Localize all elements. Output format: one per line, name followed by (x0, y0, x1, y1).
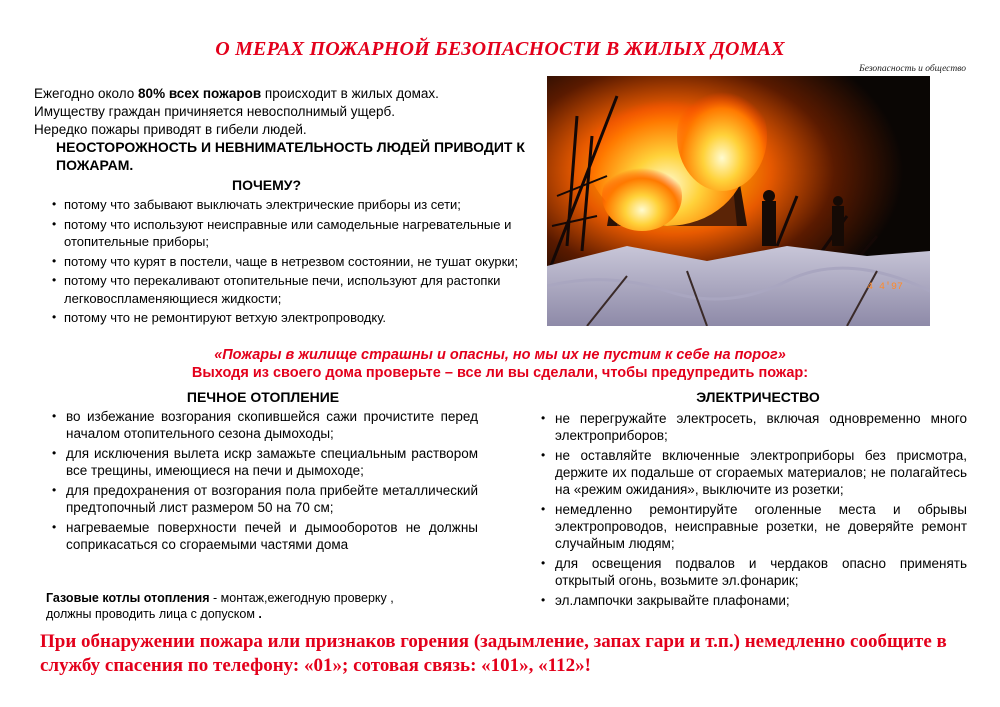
bullet-icon: • (52, 310, 57, 324)
reason-item (52, 216, 542, 251)
electric-item-text: немедленно ремонтируйте оголенные места и обрывы электропроводов, неисправные розетки, не доверяйте ремонт случайным людям; (555, 502, 967, 551)
gas-line-1 (46, 590, 506, 606)
electric-item (541, 447, 967, 498)
bullet-icon: • (52, 446, 57, 460)
electric-list (541, 410, 967, 612)
electric-item (541, 555, 967, 589)
check-line: Выходя из своего дома проверьте – все ли вы сделали, чтобы предупредить пожар: (191, 365, 809, 381)
electric-item (541, 501, 967, 552)
bullet-icon: • (541, 556, 546, 570)
bullet-icon: • (52, 216, 57, 231)
stove-item (52, 519, 478, 553)
intro-line-2: Имуществу граждан причиняется невосполнимый ущерб. (34, 104, 395, 119)
reason-text: потому что не ремонтируют ветхую электропроводку. (64, 310, 387, 325)
publisher-tagline: Безопасность и общество (859, 64, 966, 74)
electric-item-text: для освещения подвалов и чердаков опасно применять открытый огонь, возьмите эл.фонарик; (555, 556, 967, 588)
gas-boiler-note (46, 590, 506, 622)
intro-line-1-prefix: Ежегодно около (34, 86, 139, 101)
stove-item-text: для предохранения от возгорания пола прибейте металлический предтопочный лист размером 50 на 70 см; (66, 483, 478, 515)
photo-date-stamp: 4 4'97 (867, 282, 904, 293)
electric-item-text: не оставляйте включенные электроприборы без присмотра, держите их подальше от сгораемых материалов; не полагайтесь на «режим ожидания», выключите из розетки; (555, 448, 967, 497)
fire-photo (547, 76, 930, 326)
electric-item-text: эл.лампочки закрывайте плафонами; (555, 593, 790, 608)
stove-list (52, 408, 478, 556)
electric-item (541, 592, 967, 609)
carelessness-heading: НЕОСТОРОЖНОСТЬ И НЕВНИМАТЕЛЬНОСТЬ ЛЮДЕЙ ПРИВОДИТ К ПОЖАРАМ. (56, 139, 525, 173)
bullet-icon: • (52, 483, 57, 497)
emergency-notice: При обнаружении пожара или признаков горения (задымление, запах гари и т.п.) немедленно сообщите в службу спасения по телефону: «01»; сотовая связь: «101», «112»! (40, 631, 947, 676)
bullet-icon: • (52, 273, 57, 287)
reason-item (52, 272, 542, 307)
electric-heading: ЭЛЕКТРИЧЕСТВО (696, 389, 820, 405)
bullet-icon: • (52, 520, 57, 534)
bullet-icon: • (541, 502, 546, 516)
gas-line-2 (46, 606, 506, 622)
reason-item (52, 253, 542, 271)
reason-text: потому что используют неисправные или самодельные нагревательные и отопительные приборы; (64, 216, 512, 249)
gas-line-2-text: должны проводить лица с допуском (46, 607, 255, 621)
bullet-icon: • (52, 253, 57, 268)
bullet-icon: • (541, 593, 546, 607)
reasons-list (52, 196, 542, 329)
why-heading: ПОЧЕМУ? (232, 177, 302, 193)
bullet-icon: • (52, 409, 57, 423)
stove-item (52, 482, 478, 516)
reason-text: потому что курят в постели, чаще в нетрезвом состоянии, не тушат окурки; (64, 253, 519, 269)
intro-line-1-suffix: происходит в жилых домах. (261, 86, 439, 101)
fire-slogan: «Пожары в жилище страшны и опасны, но мы их не пустим к себе на порог» (214, 347, 786, 363)
intro-text (34, 85, 439, 139)
page-title: О МЕРАХ ПОЖАРНОЙ БЕЗОПАСНОСТИ В ЖИЛЫХ ДОМАХ (215, 38, 785, 60)
bullet-icon: • (541, 448, 546, 462)
intro-line-1-bold: 80% всех пожаров (138, 86, 262, 101)
gas-bold: Газовые котлы отопления (46, 591, 210, 605)
gas-text: - монтаж,ежегодную проверку , (209, 591, 394, 605)
reason-text: потому что перекаливают отопительные печи, используют для растопки легковоспламеняющиеся жидкости; (64, 273, 501, 306)
gas-period: . (254, 607, 262, 621)
electric-item-text: не перегружайте электросеть, включая одновременно много электроприборов; (555, 411, 967, 443)
reason-item (52, 196, 542, 214)
stove-item (52, 408, 478, 442)
reason-text: потому что забывают выключать электрические приборы из сети; (64, 197, 461, 212)
stove-item-text: во избежание возгорания скопившейся сажи прочистите перед началом отопительного сезона дымоходы; (66, 409, 478, 441)
intro-line-3: Нередко пожары приводят в гибели людей. (34, 122, 307, 137)
reason-item (52, 309, 542, 327)
electric-item (541, 410, 967, 444)
intro-line-1 (34, 85, 439, 103)
stove-item (52, 445, 478, 479)
bullet-icon: • (541, 411, 546, 425)
bullet-icon: • (52, 197, 57, 211)
stove-item-text: для исключения вылета искр замажьте специальным раствором все трещины, имеющиеся на печи и дымоходе; (66, 446, 478, 478)
stove-heading: ПЕЧНОЕ ОТОПЛЕНИЕ (186, 389, 340, 405)
stove-item-text: нагреваемые поверхности печей и дымооборотов не должны соприкасаться со сгораемыми частями дома (66, 520, 478, 552)
